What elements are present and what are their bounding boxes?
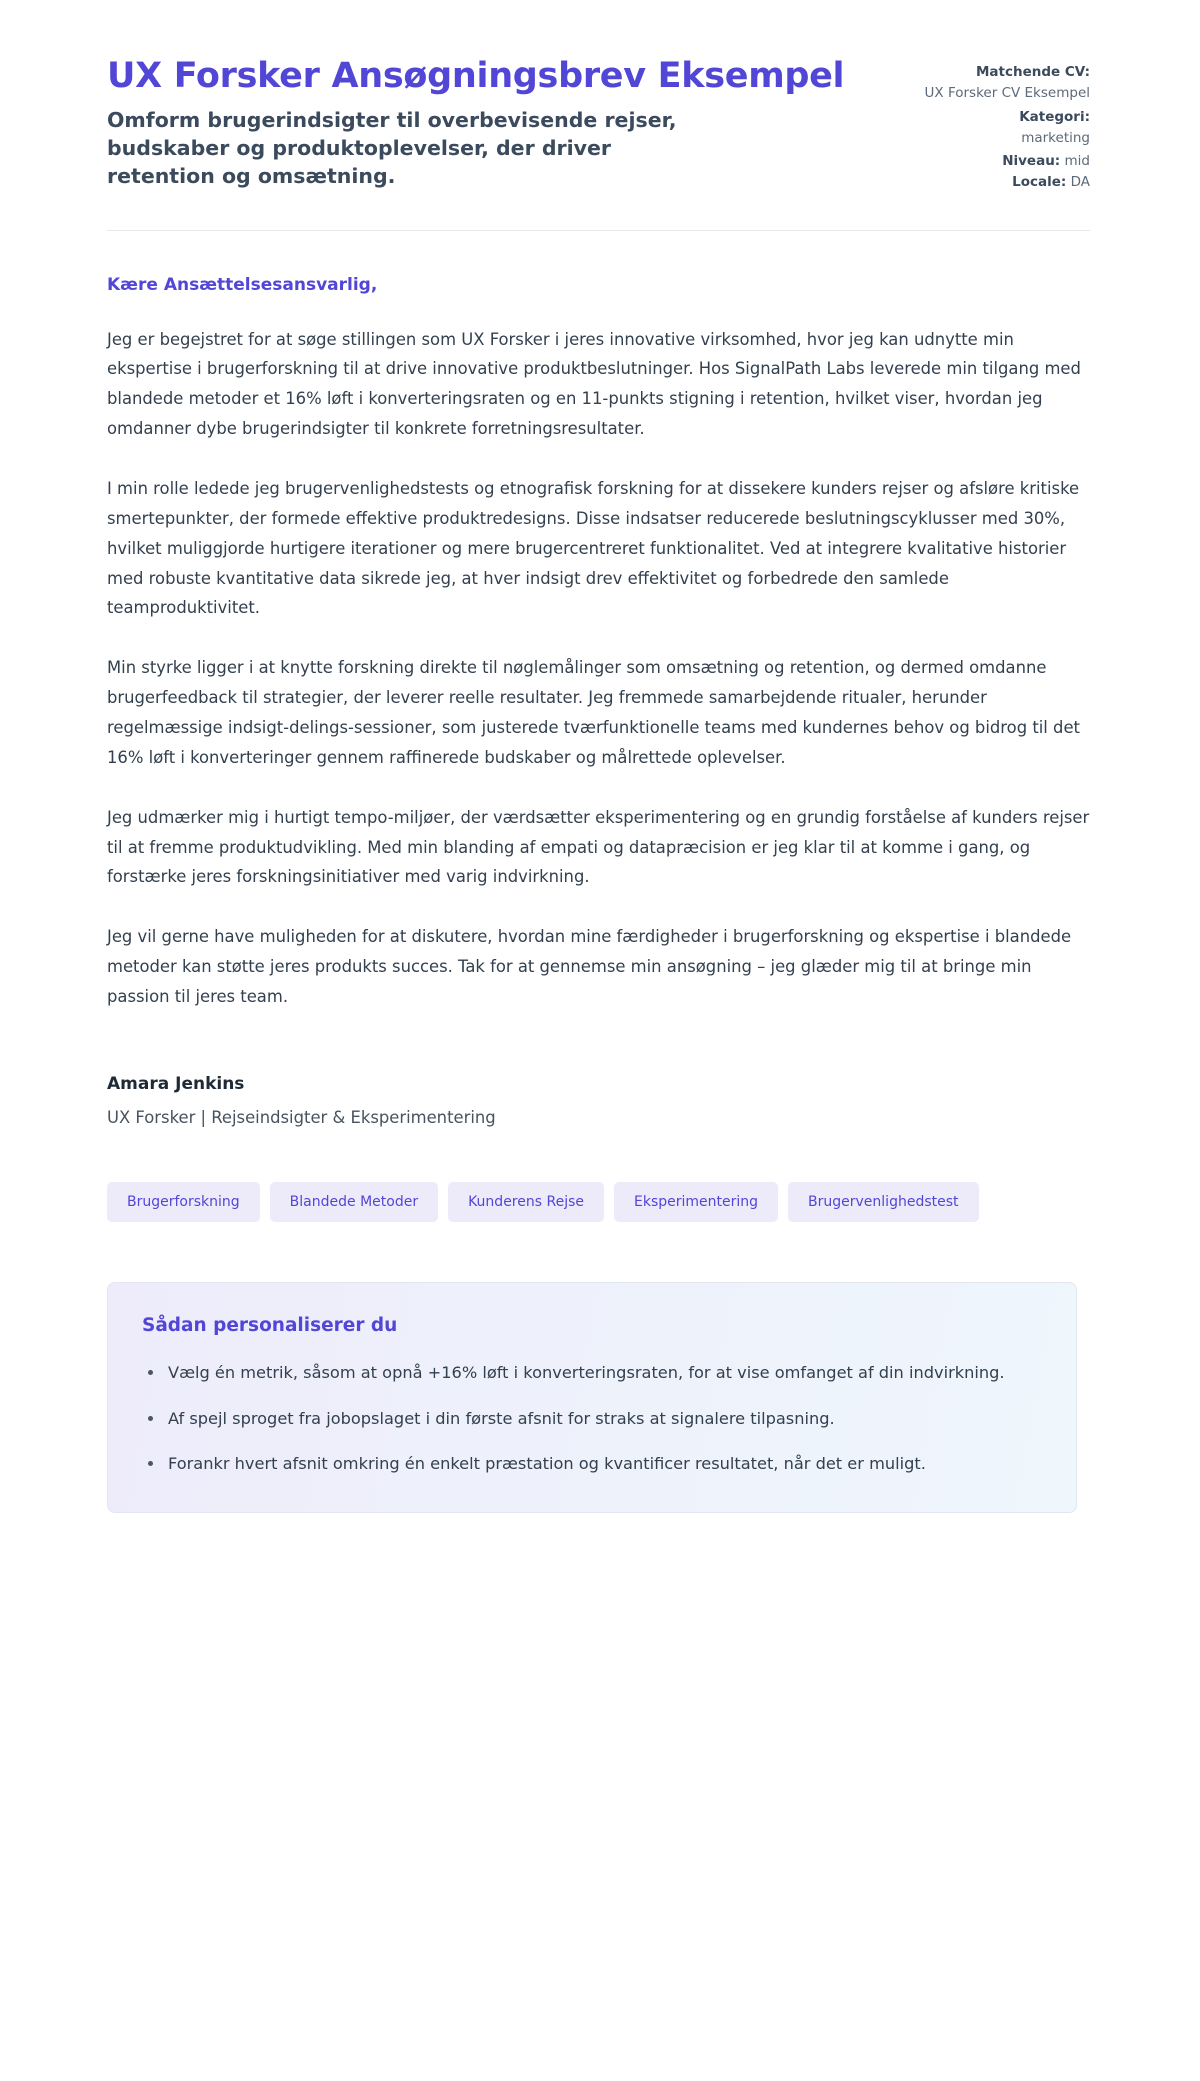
tips-list [142,1358,1042,1477]
personalization-tips-box [107,1282,1077,1512]
page-title: UX Forsker Ansøgningsbrev Eksempel [107,56,845,96]
meta-level-value: mid [1064,153,1090,169]
signature-block [107,1074,1090,1131]
letter-paragraph: Jeg er begejstret for at søge stillingen som UX Forsker i jeres innovative virksomhed, hvor jeg kan udnytte min ekspertise i brugerforskning til at drive innovative produktbeslutninger. Hos SignalPath Labs leverede min tilgang med blandede metoder et 16% løft i konverteringsraten og en 11-punkts stigning i retention, hvilket viser, hvordan jeg omdanner dybe brugerindsigter til konkrete forretningsresultater. [107,329,1081,439]
tag-chip[interactable]: Brugerforskning [107,1182,260,1222]
signature-name: Amara Jenkins [107,1073,245,1094]
tag-chip[interactable]: Eksperimentering [614,1182,778,1222]
letter-body [107,231,1090,1012]
meta-locale-row [925,172,1090,192]
meta-category-label-row [925,107,1090,127]
meta-level-row [925,151,1090,171]
meta-category-value-row [925,128,1090,148]
letter-paragraph: Jeg vil gerne have muligheden for at diskutere, hvordan mine færdigheder i brugerforskning og ekspertise i blandede metoder kan støtte jeres produkts succes. Tak for at gennemse min ansøgning – jeg glæder mig til at bringe min passion til jeres team. [107,927,1072,1006]
tips-title: Sådan personaliserer du [142,1315,398,1337]
meta-level-label: Niveau: [1002,153,1061,169]
meta-matching-cv-value: UX Forsker CV Eksempel [924,85,1090,102]
meta-matching-cv-label-row [925,62,1090,82]
meta-matching-cv-label: Matchende CV: [975,64,1090,80]
tag-list [107,1182,1090,1222]
header-title-group [107,56,885,191]
letter-paragraph: Min styrke ligger i at knytte forskning direkte til nøglemålinger som omsætning og retention, og dermed omdanne brugerfeedback til strategier, der leverer reelle resultater. Jeg fremmede samarbejdende ritualer, herunder regelmæssige indsigt-delings-sessioner, som justerede tværfunktionelle teams med kundernes behov og bidrog til det 16% løft i konverteringer gennem raffinerede budskaber og målrettede oplevelser. [107,658,1080,767]
page-subtitle: Omform brugerindsigter til overbevisende rejser, budskaber og produktoplevelser, der driver retention og omsætning. [107,108,677,189]
tag-chip[interactable]: Brugervenlighedstest [788,1182,978,1222]
meta-category-value: marketing [1021,129,1090,146]
meta-category-label: Kategori: [1019,108,1090,125]
meta-matching-cv-value-row [925,83,1090,103]
page-header [107,48,1090,194]
letter-paragraph: I min rolle ledede jeg brugervenlighedstests og etnografisk forskning for at dissekere kunders rejser og afsløre kritiske smertepunkter, der formede effektive produktredesigns. Disse indsatser reducerede beslutningscyklusser med 30%, hvilket muliggjorde hurtigere iterationer og mere brugercentreret funktionalitet. Ved at integrere kvalitative historier med robuste kvantitative data sikrede jeg, at hver indsigt drev effektivitet og forbedrede den samlede teamproduktivitet. [107,478,1080,618]
letter-paragraph: Jeg udmærker mig i hurtigt tempo-miljøer, der værdsætter eksperimentering og en grundig forståelse af kunders rejser til at fremme produktudvikling. Med min blanding af empati og datapræcision er jeg klar til at komme i gang, og forstærke jeres forskningsinitiativer med varig indvirkning. [107,807,1090,887]
tag-chip[interactable]: Blandede Metoder [270,1182,438,1222]
tip-list-item: Af spejl sproget fra jobopslaget i din første afsnit for straks at signalere tilpasning. [142,1404,1042,1433]
tag-chip[interactable]: Kunderens Rejse [448,1182,604,1222]
signature-role: UX Forsker | Rejseindsigter & Eksperimentering [107,1107,496,1127]
tip-list-item: Vælg én metrik, såsom at opnå +16% løft i konverteringsraten, for at vise omfanget af din indvirkning. [142,1358,1042,1387]
letter-greeting: Kære Ansættelsesansvarlig, [107,274,378,295]
tip-list-item: Forankr hvert afsnit omkring én enkelt præstation og kvantificer resultatet, når det er muligt. [142,1449,1042,1478]
meta-locale-label: Locale: [1012,174,1067,191]
meta-locale-value: DA [1070,174,1090,191]
document-metadata [925,56,1090,194]
